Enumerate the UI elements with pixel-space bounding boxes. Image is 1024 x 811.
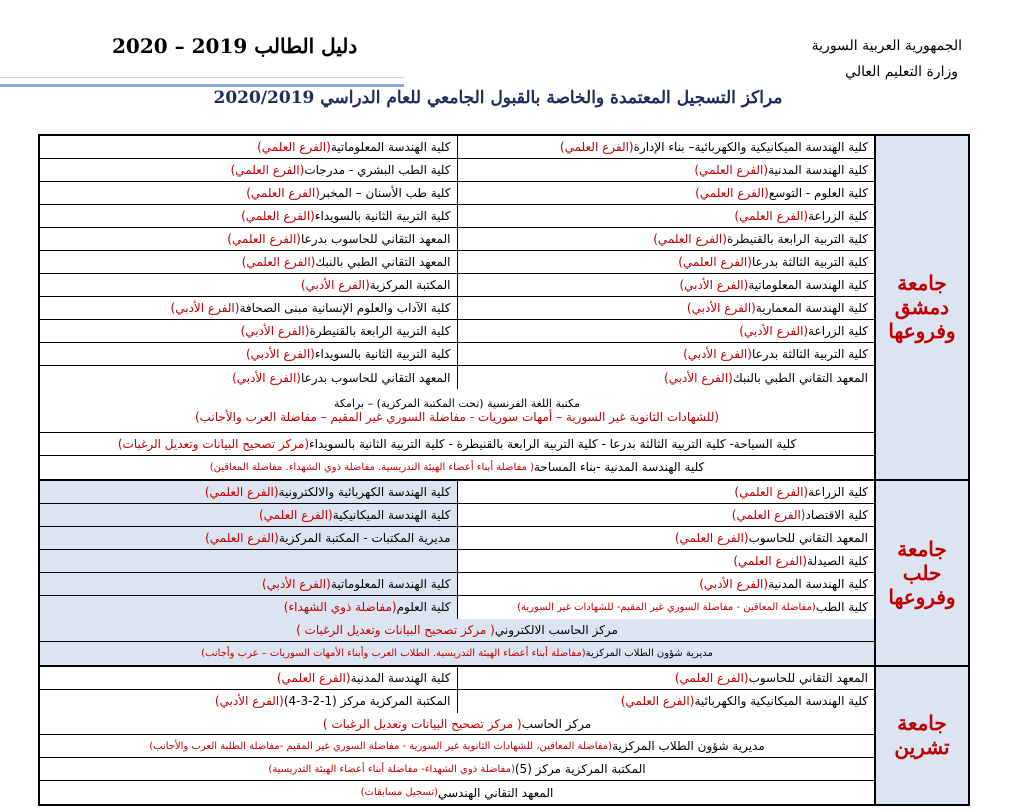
aleppo-rows — [40, 481, 874, 665]
center-name: كلية العلوم — [396, 600, 451, 615]
civil-survey-note: ( مفاضلة أبناء أعضاء الهيئة التدريسية. مفاضلة ذوي الشهداء. مفاضلة المعاقين) — [209, 461, 534, 473]
tishreen-eng-note: (تسجيل مسابقات) — [360, 787, 438, 799]
center-name: كلية التربية الثانية بالسويداء — [314, 347, 451, 361]
university-name: جامعة دمشق وفروعها — [888, 271, 956, 344]
tishreen-library5-cell — [40, 758, 874, 780]
center-cell-right — [457, 596, 875, 619]
branch-note: (الفرع العلمي) — [227, 232, 301, 246]
center-cell-left — [40, 690, 457, 713]
tishreen-affairs-note: (مفاضلة المعاقين، للشهادات الثانوية غير السورية - مفاضلة السوري غير المقيم -مفاضلة الطلبة العرب والأجانب) — [149, 740, 613, 752]
center-name: كلية الهندسة الميكانيكية والكهربائية — [694, 694, 868, 709]
branch-note: (الفرع العلمي) — [241, 255, 316, 269]
branch-note: (الفرع العلمي) — [276, 670, 351, 685]
damascus-pairs — [40, 136, 874, 389]
french-library-note: (للشهادات الثانوية غير السورية – أمهات سوريات - مفاضلة السوري غير المقيم – مفاضلة العرب والأجانب) — [194, 410, 720, 424]
center-row — [40, 205, 874, 228]
university-label-damascus — [874, 136, 968, 479]
branch-note: (الفرع العلمي) — [559, 140, 634, 154]
center-cell-left — [40, 481, 457, 503]
center-cell-left — [40, 527, 457, 549]
center-row — [40, 527, 874, 550]
french-library-line: مكتبة اللغة الفرنسية (تحت المكتبة المركزية) – برامكة — [334, 397, 580, 410]
center-name: كلية الزراعة — [808, 209, 868, 223]
center-cell-right — [457, 159, 875, 181]
center-name: كلية الزراعة — [808, 484, 868, 499]
center-row — [40, 667, 874, 690]
center-cell-left — [40, 297, 457, 319]
center-name: كلية التربية الثالثة بدرعا — [751, 347, 868, 361]
branch-note: (الفرع العلمي) — [678, 255, 752, 269]
center-cell-left — [40, 573, 457, 595]
center-name: كلية الهندسة المدنية — [350, 670, 451, 685]
center-cell-right — [457, 205, 875, 227]
branch-note: (الفرع الأدبي) — [699, 576, 769, 591]
tishreen-block — [40, 667, 968, 805]
aleppo-block — [40, 481, 968, 667]
branch-note: (الفرع العلمي) — [653, 232, 727, 246]
center-cell-right — [457, 251, 875, 273]
civil-survey-row — [40, 456, 874, 479]
aleppo-affairs-row — [40, 642, 874, 665]
center-cell-right — [457, 274, 875, 296]
center-cell-right — [457, 504, 875, 526]
french-library-row — [40, 389, 874, 433]
tishreen-affairs-text: مديرية شؤون الطلاب المركزية — [612, 739, 765, 754]
aleppo-computer-cell — [40, 619, 874, 641]
center-cell-right — [457, 343, 875, 365]
center-cell-left — [40, 274, 457, 296]
branch-note: (مفاضلة ذوي الشهداء) — [283, 600, 397, 615]
center-cell-left — [40, 182, 457, 204]
branch-note: (الفرع العلمي) — [241, 209, 315, 223]
center-cell-left — [40, 251, 457, 273]
center-name: كلية الصيدلة — [807, 553, 868, 568]
branch-note: (الفرع العلمي) — [694, 163, 769, 177]
center-row — [40, 159, 874, 182]
branch-note: (الفرع العلمي) — [205, 530, 279, 545]
tourism-note: (مركز تصحيح البيانات وتعديل الرغبات) — [117, 436, 309, 451]
center-name: كلية الهندسة الميكانيكية والكهربائية– بناء الإدارة — [633, 140, 868, 154]
center-row — [40, 136, 874, 159]
aleppo-computer-text: مركز الحاسب الالكتروني — [494, 622, 618, 637]
center-cell-left — [40, 343, 457, 365]
center-row — [40, 481, 874, 504]
center-name: كلية الطب — [815, 600, 868, 615]
branch-note: (الفرع العلمي) — [695, 186, 769, 200]
tourism-cell — [40, 433, 874, 455]
center-cell-left — [40, 366, 457, 389]
center-cell-right — [457, 481, 875, 503]
center-name: كلية الآداب والعلوم الإنسانية مبنى الصحافة — [239, 301, 451, 315]
branch-note: (الفرع الأدبي) — [261, 576, 331, 591]
tishreen-library5-note: (مفاضلة ذوي الشهداء- مفاضلة أبناء أعضاء الهيئة التدريسية) — [268, 763, 515, 775]
center-cell-right — [457, 667, 875, 689]
center-row — [40, 550, 874, 573]
center-cell-right — [457, 690, 875, 713]
university-name: جامعة تشرين — [894, 711, 950, 760]
tishreen-affairs-cell — [40, 735, 874, 757]
branch-note: (الفرع الأدبي) — [240, 324, 310, 338]
center-name: المعهد التقاني الطبي بالنبك — [732, 370, 868, 385]
branch-note: (الفرع الأدبي) — [663, 370, 733, 385]
university-label-tishreen — [874, 667, 968, 805]
university-label-aleppo — [874, 481, 968, 665]
center-cell-left — [40, 596, 457, 619]
branch-note: (الفرع العلمي) — [674, 670, 749, 685]
tishreen-library5-row — [40, 758, 874, 781]
center-name: كلية التربية الرابعة بالقنيطرة — [309, 324, 451, 338]
aleppo-pairs — [40, 481, 874, 619]
center-row — [40, 504, 874, 527]
branch-note: (الفرع العلمي) — [620, 694, 695, 709]
center-name: مديرية المكتبات - المكتبة المركزية — [278, 530, 451, 545]
header-rule — [0, 84, 404, 87]
aleppo-affairs-cell — [40, 642, 874, 665]
center-row — [40, 320, 874, 343]
center-name: كلية الاقتصاد — [805, 507, 868, 522]
center-name: كلية الهندسة المعلوماتية — [748, 278, 868, 292]
aleppo-computer-note: ( مركز تصحيح البيانات وتعديل الرغبات ) — [296, 622, 495, 637]
center-name: كلية التربية الرابعة بالقنيطرة — [726, 232, 868, 246]
branch-note: (الفرع العلمي) — [734, 484, 809, 499]
header-rule-thin — [0, 77, 404, 78]
country-name: الجمهورية العربية السورية — [811, 38, 962, 54]
branch-note: (الفرع الأدبي) — [245, 347, 315, 361]
university-name: جامعة حلب وفروعها — [888, 536, 956, 609]
tishreen-affairs-row — [40, 735, 874, 758]
center-cell-left — [40, 159, 457, 181]
branch-note: (الفرع العلمي) — [734, 209, 809, 223]
branch-note: (الفرع الأدبي) — [232, 370, 301, 385]
branch-note: (الفرع العلمي) — [259, 507, 333, 522]
center-cell-right — [457, 527, 875, 549]
page-title: مراكز التسجيل المعتمدة والخاصة بالقبول الجامعي للعام الدراسي 2020/2019 — [213, 88, 783, 108]
tishreen-computer-note: ( مركز تصحيح البيانات وتعديل الرغبات ) — [322, 716, 522, 731]
center-name: كلية الهندسة الكهربائية والالكترونية — [278, 484, 451, 499]
center-cell-right — [457, 550, 875, 572]
aleppo-computer-row — [40, 619, 874, 642]
center-row — [40, 690, 874, 713]
center-cell-right — [457, 366, 875, 389]
center-name: كلية الهندسة المعلوماتية — [330, 140, 451, 154]
branch-note: (الفرع العلمي) — [204, 484, 279, 499]
center-name: المكتبة المركزية مركز (1-2-3-4) — [283, 694, 451, 709]
ministry-name: وزارة التعليم العالي — [845, 64, 958, 80]
branch-note: (الفرع الأدبي) — [214, 694, 284, 709]
center-cell-left — [40, 228, 457, 250]
center-name: كلية الزراعة — [808, 324, 868, 338]
center-name: المكتبة المركزية — [369, 278, 451, 292]
branch-note: (الفرع العلمي) — [674, 530, 749, 545]
center-name: كلية الهندسة الميكانيكية — [332, 507, 451, 522]
center-name: كلية العلوم - التوسع — [768, 186, 868, 200]
center-name: المعهد التقاني للحاسوب بدرعا — [300, 232, 451, 246]
tishreen-library5-text: المكتبة المركزية مركز (5) — [514, 762, 646, 777]
branch-note: (الفرع الأدبي) — [686, 301, 756, 315]
branch-note: (الفرع الأدبي) — [739, 324, 809, 338]
french-library-cell — [40, 389, 874, 432]
tishreen-eng-cell — [40, 781, 874, 804]
center-cell-left — [40, 136, 457, 158]
center-row — [40, 251, 874, 274]
center-cell-right — [457, 320, 875, 342]
aleppo-affairs-text: مديرية شؤون الطلاب المركزية — [585, 647, 713, 659]
center-name: كلية الهندسة المدنية — [768, 576, 868, 591]
center-name: كلية الهندسة المعلوماتية — [330, 576, 451, 591]
center-row — [40, 366, 874, 389]
center-cell-left — [40, 320, 457, 342]
branch-note: (الفرع العلمي) — [733, 553, 808, 568]
center-name: المعهد التقاني للحاسوب — [748, 530, 868, 545]
tishreen-rows — [40, 667, 874, 805]
center-cell-right — [457, 136, 875, 158]
guide-title: دليل الطالب 2019 – 2020 — [112, 34, 358, 58]
branch-note: (الفرع العلمي) — [246, 186, 320, 200]
center-name: كلية طب الأسنان – المخبر — [319, 186, 451, 200]
center-name: كلية الهندسة المعمارية — [755, 301, 868, 315]
tishreen-computer-text: مركز الحاسب — [521, 716, 592, 731]
branch-note: (الفرع العلمي) — [257, 140, 331, 154]
tishreen-eng-row — [40, 781, 874, 804]
center-row — [40, 228, 874, 251]
center-row — [40, 182, 874, 205]
branch-note: (الفرع الأدبي) — [300, 278, 370, 292]
center-row — [40, 297, 874, 320]
center-name: المعهد التقاني الطبي بالنبك — [315, 255, 451, 269]
tishreen-computer-cell — [40, 713, 874, 735]
center-row — [40, 573, 874, 596]
damascus-rows — [40, 136, 874, 479]
branch-note: (مفاضلة المعاقين - مفاضلة السوري غير المقيم- للشهادات غير السورية) — [517, 601, 816, 613]
aleppo-affairs-note: (مفاضلة أبناء أعضاء الهيئة التدريسية. الطلاب العرب وأبناء الأمهات السوريات – عرب وأجانب) — [201, 647, 586, 659]
center-name: كلية الهندسة المدنية — [768, 163, 868, 177]
damascus-block — [40, 136, 968, 481]
tourism-text: كلية السياحة- كلية التربية الثالثة بدرعا - كلية التربية الرابعة بالقنيطرة - كلية التربية الثانية بالسويداء — [309, 436, 797, 451]
center-cell-left — [40, 667, 457, 689]
tishreen-pairs — [40, 667, 874, 713]
center-name: المعهد التقاني للحاسوب — [748, 670, 868, 685]
center-row — [40, 596, 874, 619]
branch-note: (الفرع الأدبي) — [170, 301, 240, 315]
tishreen-eng-text: المعهد التقاني الهندسي — [438, 785, 554, 800]
center-name: المعهد التقاني للحاسوب بدرعا — [300, 370, 451, 385]
center-name: كلية التربية الثالثة بدرعا — [751, 255, 868, 269]
center-cell-left — [40, 504, 457, 526]
branch-note: (الفرع العلمي) — [731, 507, 806, 522]
branch-note: (الفرع الأدبي) — [683, 347, 752, 361]
civil-survey-text: كلية الهندسة المدنية -بناء المساحة — [533, 460, 705, 475]
branch-note: (الفرع العلمي) — [230, 163, 305, 177]
center-name: كلية الطب البشري - مدرجات — [304, 163, 451, 177]
center-cell-right — [457, 297, 875, 319]
center-cell-left — [40, 550, 457, 572]
civil-survey-cell — [40, 456, 874, 479]
tourism-row — [40, 433, 874, 456]
center-row — [40, 274, 874, 297]
center-cell-left — [40, 205, 457, 227]
registration-centers-table — [38, 134, 970, 806]
center-cell-right — [457, 573, 875, 595]
header-issuer — [812, 38, 962, 90]
center-row — [40, 343, 874, 366]
branch-note: (الفرع الأدبي) — [679, 278, 749, 292]
center-cell-right — [457, 182, 875, 204]
center-cell-right — [457, 228, 875, 250]
center-name: كلية التربية الثانية بالسويداء — [314, 209, 451, 223]
tishreen-computer-row — [40, 713, 874, 736]
